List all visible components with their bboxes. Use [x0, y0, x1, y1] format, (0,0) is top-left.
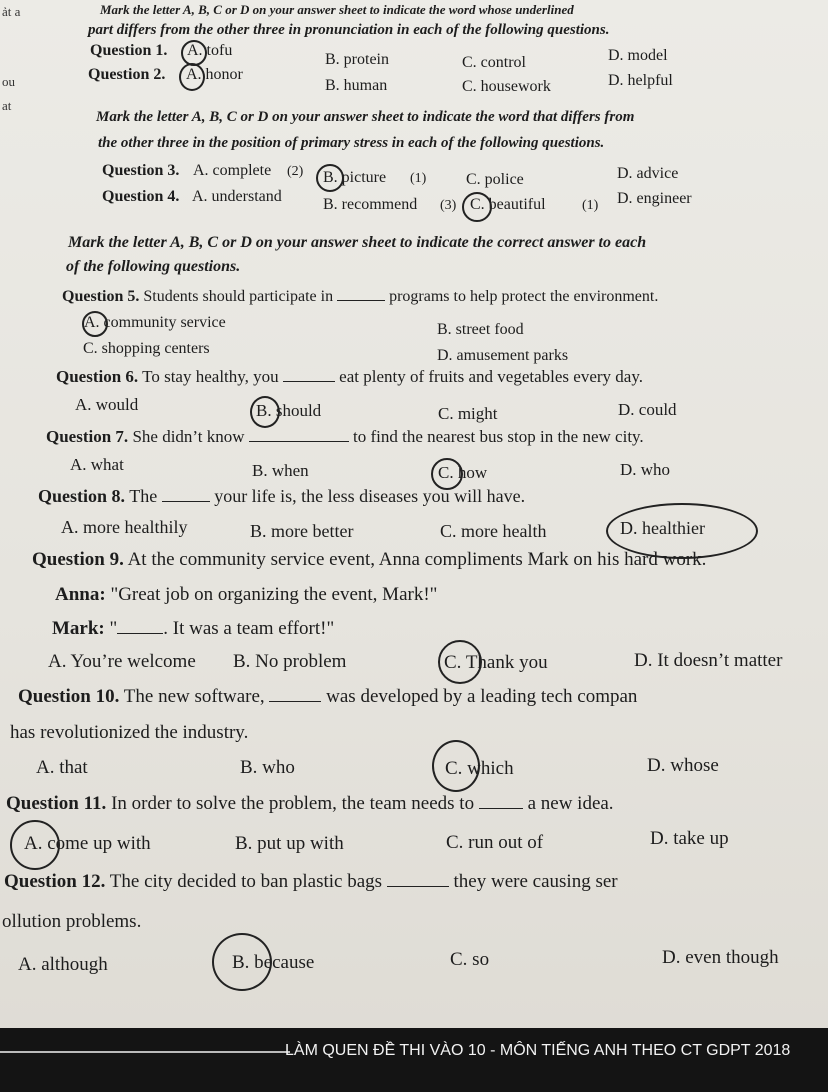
margin-note: ou — [2, 74, 15, 89]
question-11-stem — [6, 794, 614, 813]
handwritten-note: (3) — [440, 198, 457, 213]
stem-text: She didn’t know — [132, 427, 245, 446]
option-a[interactable]: A. understand — [192, 188, 282, 205]
answer-circle — [179, 63, 205, 91]
dialogue-line-anna — [55, 585, 437, 604]
question-label: Question 3. — [102, 162, 180, 179]
stem-text: has revolutionized the industry. — [10, 722, 249, 743]
question-label: Question 11. — [6, 793, 107, 814]
answer-circle — [316, 164, 344, 192]
dialogue-text: " — [109, 618, 118, 639]
section3-instruction: of the following questions. — [66, 258, 241, 275]
question-label: Question 2. — [88, 66, 166, 83]
answer-circle — [250, 396, 280, 428]
option-a[interactable]: A. honor — [186, 66, 243, 83]
option-b[interactable]: B. put up with — [235, 833, 344, 854]
question-12-stem — [4, 872, 618, 891]
option-a[interactable]: A. that — [36, 757, 88, 778]
dialogue-text: . It was a team effort!" — [163, 618, 335, 639]
option-a[interactable]: A. tofu — [187, 42, 233, 59]
option-d[interactable]: D. It doesn’t matter — [634, 650, 783, 671]
option-b[interactable]: B. street food — [437, 321, 524, 338]
option-d[interactable]: D. model — [608, 47, 668, 64]
stem-text: your life is, the less diseases you will have. — [214, 486, 526, 506]
stem-text: ollution problems. — [2, 911, 142, 932]
question-label: Question 10. — [18, 686, 120, 707]
answer-blank[interactable] — [269, 701, 321, 702]
speaker-label: Mark: — [52, 618, 105, 639]
question-label: Question 12. — [4, 871, 106, 892]
question-label: Question 8. — [38, 486, 126, 506]
question-7-stem — [46, 428, 644, 445]
stem-text: In order to solve the problem, the team needs to — [111, 793, 475, 814]
question-label: Question 5. — [62, 288, 140, 305]
handwritten-note: (2) — [287, 164, 304, 179]
stem-text: they were causing ser — [453, 871, 618, 892]
option-a[interactable]: A. although — [18, 954, 108, 975]
option-a[interactable]: A. more healthily — [61, 517, 188, 537]
option-b[interactable]: B. who — [240, 757, 295, 778]
option-b[interactable]: B. because — [232, 952, 315, 973]
option-b[interactable]: B. No problem — [233, 651, 347, 672]
answer-blank[interactable] — [249, 441, 349, 442]
option-a[interactable]: A. what — [70, 455, 124, 474]
question-5-stem — [62, 289, 658, 305]
section1-instruction: part differs from the other three in pronunciation in each of the following questions. — [88, 22, 610, 38]
question-9-stem — [32, 550, 706, 569]
stem-text: eat plenty of fruits and vegetables every day. — [339, 367, 643, 386]
option-d[interactable]: D. could — [618, 400, 677, 419]
answer-blank[interactable] — [387, 886, 449, 887]
option-c[interactable]: C. control — [462, 54, 526, 71]
question-label: Question 6. — [56, 367, 139, 386]
option-a[interactable]: A. community service — [84, 314, 226, 331]
answer-circle — [181, 40, 207, 66]
section2-instruction: the other three in the position of primary stress in each of the following questions. — [98, 135, 605, 151]
option-d[interactable]: D. even though — [662, 947, 779, 968]
question-label: Question 7. — [46, 427, 129, 446]
stem-text: The city decided to ban plastic bags — [109, 871, 383, 892]
question-10-stem — [18, 687, 637, 706]
answer-blank[interactable] — [479, 808, 523, 809]
option-d[interactable]: D. helpful — [608, 72, 673, 89]
option-d[interactable]: D. take up — [650, 828, 729, 849]
speaker-label: Anna: — [55, 584, 106, 605]
question-label: Question 1. — [90, 42, 168, 59]
option-c[interactable]: C. shopping centers — [83, 340, 210, 357]
stem-text: to find the nearest bus stop in the new city. — [353, 427, 644, 446]
option-c[interactable]: C. Thank you — [444, 652, 548, 673]
stem-text: The — [129, 486, 158, 506]
option-d[interactable]: D. engineer — [617, 190, 692, 207]
stem-text: programs to help protect the environment. — [389, 288, 659, 305]
section3-instruction: Mark the letter A, B, C or D on your answer sheet to indicate the correct answer to each — [68, 234, 647, 251]
option-c[interactable]: C. beautiful — [470, 196, 546, 213]
option-b[interactable]: B. protein — [325, 51, 389, 68]
answer-circle — [462, 192, 492, 222]
answer-blank[interactable] — [117, 633, 163, 634]
option-d[interactable]: D. amusement parks — [437, 347, 569, 364]
section1-instruction: Mark the letter A, B, C or D on your answer sheet to indicate the word whose underlined — [100, 2, 574, 17]
option-c[interactable]: C. which — [445, 758, 514, 779]
stem-text: a new idea. — [527, 793, 614, 814]
question-8-stem — [38, 487, 525, 505]
stem-text: To stay healthy, you — [142, 367, 279, 386]
option-a[interactable]: A. You’re welcome — [48, 651, 196, 672]
stem-text: Students should participate in — [143, 288, 334, 305]
margin-note: ảt a — [2, 4, 21, 19]
option-d[interactable]: D. advice — [617, 165, 679, 182]
option-b[interactable]: B. should — [256, 401, 322, 420]
option-d[interactable]: D. who — [620, 460, 671, 479]
answer-circle — [432, 740, 480, 792]
option-b[interactable]: B. picture — [323, 169, 387, 186]
option-d[interactable]: D. whose — [647, 755, 719, 776]
answer-blank[interactable] — [162, 501, 210, 502]
option-b[interactable]: B. more better — [250, 521, 354, 541]
option-b[interactable]: B. recommend — [323, 196, 418, 213]
option-d[interactable]: D. healthier — [620, 518, 705, 538]
question-label: Question 9. — [32, 549, 124, 570]
option-a[interactable]: A. come up with — [24, 833, 151, 854]
option-c[interactable]: C. so — [450, 949, 490, 970]
dialogue-line-mark — [52, 619, 334, 638]
handwritten-note: (1) — [582, 198, 599, 213]
option-c[interactable]: C. run out of — [446, 832, 544, 853]
option-a[interactable]: A. complete — [193, 162, 272, 179]
option-a[interactable]: A. would — [75, 395, 139, 414]
stem-text: At the community service event, Anna compliments Mark on his hard work. — [127, 549, 707, 570]
option-c[interactable]: C. more health — [440, 521, 547, 541]
option-b[interactable]: B. when — [252, 461, 309, 480]
answer-circle — [82, 311, 108, 337]
question-6-stem — [56, 368, 643, 385]
option-c[interactable]: C. housework — [462, 78, 551, 95]
option-c[interactable]: C. might — [438, 404, 498, 423]
stem-text: The new software, — [123, 686, 265, 707]
footer-divider — [0, 1051, 290, 1053]
option-b[interactable]: B. human — [325, 77, 388, 94]
answer-circle — [10, 820, 60, 870]
margin-note: at — [2, 98, 12, 113]
section2-instruction: Mark the letter A, B, C or D on your answer sheet to indicate the word that differs from — [96, 109, 635, 125]
answer-circle — [438, 640, 482, 684]
answer-blank[interactable] — [337, 300, 385, 301]
answer-blank[interactable] — [283, 381, 335, 382]
footer-text: LÀM QUEN ĐỀ THI VÀO 10 - MÔN TIẾNG ANH THEO CT GDPT 2018 — [285, 1042, 791, 1059]
question-label: Question 4. — [102, 188, 180, 205]
footer-banner — [0, 1028, 828, 1092]
option-c[interactable]: C. how — [438, 463, 488, 482]
stem-text: was developed by a leading tech compan — [326, 686, 638, 707]
handwritten-note: (1) — [410, 171, 427, 186]
dialogue-text: "Great job on organizing the event, Mark!" — [110, 584, 438, 605]
answer-circle — [212, 933, 272, 991]
option-c[interactable]: C. police — [466, 171, 524, 188]
